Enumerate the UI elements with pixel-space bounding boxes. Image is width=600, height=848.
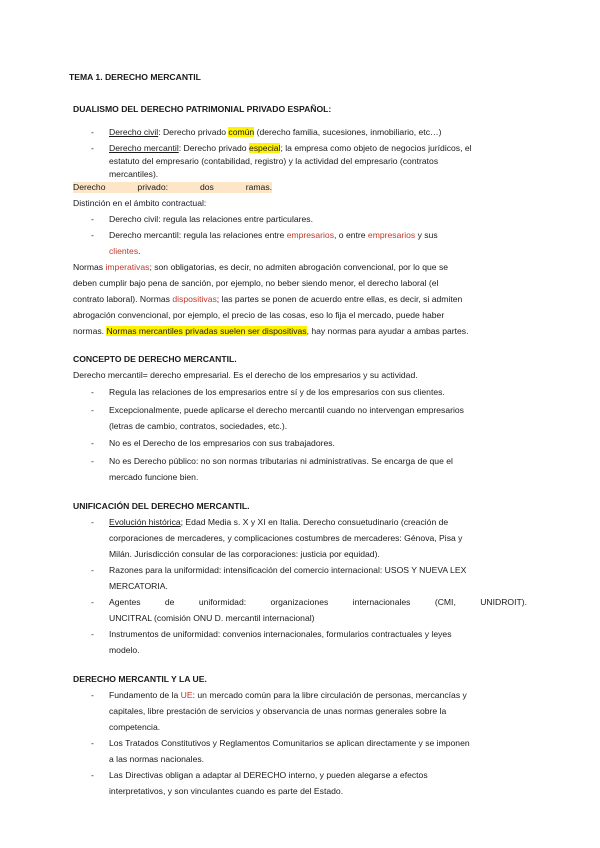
bullet-regula-relaciones: Regula las relaciones de los empresarios entre sí y de los empresarios con sus clientes. (109, 387, 445, 397)
bullet-razones-uniformidad: Razones para la uniformidad: intensificación del comercio internacional: USOS Y NUEVA LEX (109, 565, 467, 575)
section-heading-concepto: CONCEPTO DE DERECHO MERCANTIL. (73, 354, 237, 364)
paragraph-normas-line5: normas. Normas mercantiles privadas suelen ser dispositivas, hay normas para ayudar a ambas partes. (73, 326, 469, 336)
document-title: TEMA 1. DERECHO MERCANTIL (69, 72, 201, 82)
bullet-dash: - (91, 738, 94, 748)
paragraph-distincion: Distinción en el ámbito contractual: (73, 198, 207, 208)
paragraph-normas-line3: contrato laboral). Normas dispositivas; las partes se ponen de acuerdo entre ellas, es decir, si admiten (73, 294, 463, 304)
bullet-dash: - (91, 387, 94, 397)
bullet-evolucion-historica-line2: corporaciones de mercaderes, y complicaciones costumbres de mercaderes: Génova, Pisa y (109, 533, 463, 543)
section-heading-dualismo: DUALISMO DEL DERECHO PATRIMONIAL PRIVADO ESPAÑOL: (73, 104, 332, 114)
bullet-instrumentos: Instrumentos de uniformidad: convenios internacionales, formularios contractuales y leyes (109, 629, 452, 639)
bullet-fundamento-ue: Fundamento de la UE: un mercado común para la libre circulación de personas, mercancías y (109, 690, 467, 700)
paragraph-normas-line1: Normas imperativas; son obligatorias, es decir, no admiten abrogación convencional, por lo que se (73, 262, 449, 272)
paragraph-derecho-privado-dos-ramas: Derecho privado: dos ramas. (73, 182, 272, 192)
bullet-excepcionalmente-line2: (letras de cambio, contratos, sociedades, etc.). (109, 421, 288, 431)
bullet-dash: - (91, 405, 94, 415)
paragraph-normas-line2: deben cumplir bajo pena de sanción, por ejemplo, no beber siendo menor, el derecho laboral (el (73, 278, 439, 288)
bullet-dash: - (91, 629, 94, 639)
bullet-dash: - (91, 690, 94, 700)
bullet-fundamento-ue-line3: competencia. (109, 722, 161, 732)
bullet-dash: - (91, 597, 94, 607)
bullet-fundamento-ue-line2: capitales, libre prestación de servicios y observancia de unas normas generales sobre la (109, 706, 447, 716)
section-heading-unificacion: UNIFICACIÓN DEL DERECHO MERCANTIL. (73, 501, 250, 511)
bullet-directivas-line2: interpretativos, y son vinculantes cuando es parte del Estado. (109, 786, 344, 796)
bullet-derecho-mercantil-line3: mercantiles). (109, 169, 159, 179)
bullet-no-trabajadores: No es el Derecho de los empresarios con sus trabajadores. (109, 438, 335, 448)
bullet-instrumentos-line2: modelo. (109, 645, 140, 655)
bullet-agentes-uniformidad-line2: UNCITRAL (comisión ONU D. mercantil internacional) (109, 613, 315, 623)
bullet-dash: - (91, 565, 94, 575)
bullet-dash: - (91, 438, 94, 448)
bullet-directivas: Las Directivas obligan a adaptar al DERECHO interno, y pueden alegarse a efectos (109, 770, 428, 780)
bullet-tratados: Los Tratados Constitutivos y Reglamentos Comunitarios se aplican directamente y se imponen (109, 738, 470, 748)
bullet-evolucion-historica-line3: Milán. Jurisdicción consular de las corporaciones: justicia por equidad). (109, 549, 380, 559)
bullet-dash: - (91, 230, 94, 240)
bullet-no-derecho-publico: No es Derecho público: no son normas tributarias ni administrativas. Se encarga de que el (109, 456, 453, 466)
paragraph-derecho-empresarial: Derecho mercantil= derecho empresarial. Es el derecho de los empresarios y su actividad. (73, 370, 418, 380)
bullet-tratados-line2: a las normas nacionales. (109, 754, 205, 764)
bullet-razones-uniformidad-line2: MERCATORIA. (109, 581, 168, 591)
bullet-dash: - (91, 770, 94, 780)
bullet-derecho-mercantil-line2: estatuto del empresario (contabilidad, registro) y la actividad del empresario (contratos (109, 156, 439, 166)
paragraph-normas-line4: abrogación convencional, por ejemplo, el precio de las cosas, eso lo fija el mercado, puede haber (73, 310, 445, 320)
bullet-no-derecho-publico-line2: mercado funcione bien. (109, 472, 199, 482)
bullet-dash: - (91, 456, 94, 466)
bullet-civil-particulares: Derecho civil: regula las relaciones entre particulares. (109, 214, 313, 224)
bullet-derecho-mercantil: Derecho mercantil: Derecho privado especial; la empresa como objeto de negocios jurídicos, el (109, 143, 472, 153)
bullet-agentes-uniformidad: Agentes de uniformidad: organizaciones internacionales (CMI, UNIDROIT). (109, 597, 527, 607)
section-heading-ue: DERECHO MERCANTIL Y LA UE. (73, 674, 207, 684)
bullet-excepcionalmente: Excepcionalmente, puede aplicarse el derecho mercantil cuando no intervengan empresarios (109, 405, 464, 415)
bullet-mercantil-empresarios-line2: clientes. (109, 246, 141, 256)
bullet-derecho-civil: Derecho civil: Derecho privado común (derecho familia, sucesiones, inmobiliario, etc…) (109, 127, 442, 137)
bullet-dash: - (91, 517, 94, 527)
bullet-dash: - (91, 127, 94, 137)
bullet-evolucion-historica: Evolución histórica; Edad Media s. X y XI en Italia. Derecho consuetudinario (creación de (109, 517, 449, 527)
bullet-dash: - (91, 143, 94, 153)
bullet-dash: - (91, 214, 94, 224)
bullet-mercantil-empresarios: Derecho mercantil: regula las relaciones entre empresarios, o entre empresarios y sus (109, 230, 438, 240)
